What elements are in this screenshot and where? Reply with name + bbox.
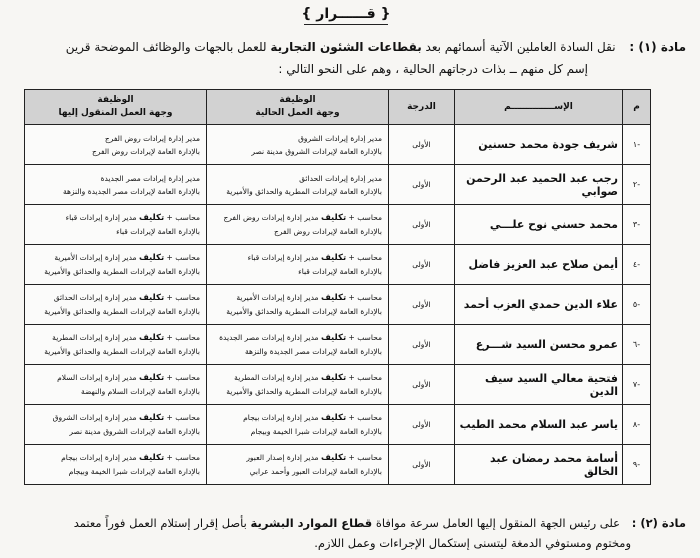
- job-department: بالإدارة العامة لإيرادات مصر الجديدة والنزهة: [62, 186, 200, 196]
- transfer-job-cell: [25, 445, 207, 485]
- table-header-row: [25, 90, 651, 125]
- current-job-title-line: [207, 211, 382, 225]
- transfer-job-cell: [25, 325, 207, 365]
- job-title: مدير إدارة إيرادات مصر الجديدة: [219, 333, 319, 342]
- employee-name: رجب عبد الحميد عبد الرحمن صوابي: [455, 165, 623, 205]
- assignment-word: تكليف: [320, 373, 347, 383]
- assignment-word: تكليف: [138, 413, 165, 423]
- job-title: مدير إدارة إيرادات السلام: [57, 373, 137, 382]
- row-number: -٨: [623, 405, 651, 445]
- employee-grade: الأولى: [389, 445, 455, 485]
- employee-grade: الأولى: [389, 205, 455, 245]
- job-prefix: محاسب +: [164, 253, 200, 262]
- row-number: -٣: [623, 205, 651, 245]
- job-prefix: محاسب +: [346, 373, 382, 382]
- job-department: بالإدارة العامة لإيرادات مصر الجديدة والنزهة: [244, 347, 382, 356]
- assignment-word: تكليف: [320, 253, 347, 263]
- table-row: [25, 125, 651, 165]
- current-job-title-line: [207, 251, 382, 265]
- employee-name: محمد حسني نوح علـــي: [455, 205, 623, 245]
- job-prefix: محاسب +: [164, 213, 200, 222]
- job-title: مدير إدارة إيرادات بيجام: [243, 413, 319, 422]
- employee-grade: الأولى: [389, 245, 455, 285]
- article-2-text-b: بأصل إقرار إستلام العمل فوراً معتمد: [73, 516, 247, 530]
- employee-name: شريف جودة محمد حسنين: [455, 125, 623, 165]
- job-title: مدير إدارة إيرادات الحدائق: [53, 293, 137, 302]
- assignment-word: تكليف: [138, 253, 165, 263]
- article-2: [16, 513, 686, 553]
- row-number: -٩: [623, 445, 651, 485]
- job-title: مدير إدارة إيرادات الأميرية: [236, 293, 319, 302]
- table-row: [25, 405, 651, 445]
- employee-grade: الأولى: [389, 405, 455, 445]
- job-prefix: محاسب +: [346, 253, 382, 262]
- assignment-word: تكليف: [320, 333, 347, 343]
- table-row: [25, 445, 651, 485]
- employee-name: ياسر عبد السلام محمد الطيب: [455, 405, 623, 445]
- job-prefix: محاسب +: [164, 333, 200, 342]
- transfer-job-title-line: [25, 172, 200, 185]
- table-row: [25, 245, 651, 285]
- transfer-job-title-line: [25, 411, 200, 425]
- job-title: مدير إدارة إيرادات المطرية: [234, 373, 319, 382]
- transfer-job-cell: [25, 365, 207, 405]
- current-job-title-line: [207, 411, 382, 425]
- employees-table: [24, 89, 651, 485]
- job-title: مدير إدارة إيرادات بيجام: [61, 453, 137, 462]
- current-job-title-line: [207, 451, 382, 465]
- employee-grade: الأولى: [389, 365, 455, 405]
- job-department: بالإدارة العامة لإيرادات قباء: [298, 267, 382, 276]
- employee-name: علاء الدين حمدي العزب أحمد: [455, 285, 623, 325]
- job-department: بالإدارة العامة لإيرادات المطرية والحدائق والأميرية: [226, 307, 382, 316]
- row-number: -٢: [623, 165, 651, 205]
- current-job-title-line: [207, 331, 382, 345]
- job-department: بالإدارة العامة لإيرادات السلام والنهضة: [81, 387, 200, 396]
- job-department: بالإدارة العامة لإيرادات المطرية والحدائق والأميرية: [44, 347, 200, 356]
- current-job-cell: [207, 125, 389, 165]
- decree-title: { قــــــرار }: [296, 6, 396, 26]
- job-title: مدير إدارة إيرادات روض الفرج: [223, 213, 319, 222]
- transfer-job-title-line: [25, 211, 200, 225]
- current-job-cell: [207, 165, 389, 205]
- transfer-job-cell: [25, 165, 207, 205]
- transfer-job-title-line: [25, 291, 200, 305]
- job-prefix: محاسب +: [346, 293, 382, 302]
- assignment-word: تكليف: [138, 213, 165, 223]
- current-job-cell: [207, 325, 389, 365]
- table-row: [25, 325, 651, 365]
- transfer-job-title-line: [25, 371, 200, 385]
- assignment-word: تكليف: [138, 293, 165, 303]
- job-prefix: محاسب +: [346, 453, 382, 462]
- row-number: -٤: [623, 245, 651, 285]
- current-job-cell: [207, 205, 389, 245]
- transfer-job-cell: [25, 205, 207, 245]
- employee-grade: الأولى: [389, 125, 455, 165]
- job-title: مدير إدارة إيرادات المطرية: [52, 333, 137, 342]
- header-current-job: الوظيفة وجهة العمل الحالية: [207, 90, 389, 125]
- article-2-label: مادة (٢) :: [631, 516, 686, 530]
- assignment-word: تكليف: [320, 213, 347, 223]
- job-title: مدير إدارة إيرادات قباء: [247, 253, 319, 262]
- job-prefix: محاسب +: [346, 413, 382, 422]
- article-2-line2: ومختوم ومستوفي الدمغة ليتسنى إستكمال الإجراءات وعمل اللازم.: [314, 536, 631, 550]
- current-job-cell: [207, 405, 389, 445]
- job-department: بالإدارة العامة لإيرادات العبور وأحمد عرابي: [249, 467, 382, 476]
- job-title: مدير إدارة إيرادات روض الفرج: [104, 133, 200, 143]
- job-title: مدير إدارة إيرادات الشروق: [52, 413, 137, 422]
- current-job-cell: [207, 445, 389, 485]
- header-name: الإســــــــــــــم: [455, 90, 623, 125]
- table-row: [25, 205, 651, 245]
- table-row: [25, 165, 651, 205]
- transfer-job-cell: [25, 125, 207, 165]
- assignment-word: تكليف: [320, 293, 347, 303]
- row-number: -٧: [623, 365, 651, 405]
- employee-name: أسامة محمد رمضان عبد الخالق: [455, 445, 623, 485]
- employee-grade: الأولى: [389, 325, 455, 365]
- transfer-job-title-line: [25, 451, 200, 465]
- job-department: بالإدارة العامة لإيرادات المطرية والحدائق والأميرية: [44, 307, 200, 316]
- job-department: بالإدارة العامة لإيرادات الشروق مدينة نصر: [251, 146, 382, 156]
- job-department: بالإدارة العامة لإيرادات الشروق مدينة نصر: [69, 427, 200, 436]
- employee-name: فتحية معالي السيد سيف الدين: [455, 365, 623, 405]
- header-transfer-job: الوظيفة وجهة العمل المنقول إليها: [25, 90, 207, 125]
- transfer-job-cell: [25, 285, 207, 325]
- article-2-text-a: على رئيس الجهة المنقول إليها العامل سرعة موافاة: [375, 516, 621, 530]
- employee-grade: الأولى: [389, 285, 455, 325]
- current-job-title-line: [207, 172, 382, 185]
- transfer-job-cell: [25, 245, 207, 285]
- table-row: [25, 285, 651, 325]
- employee-name: عمرو محسن السيد شـــرع: [455, 325, 623, 365]
- employee-grade: الأولى: [389, 165, 455, 205]
- job-title: مدير إدارة إصدار العبور: [246, 453, 319, 462]
- article-2-sector: قطاع الموارد البشرية: [250, 516, 373, 530]
- job-department: بالإدارة العامة لإيرادات روض الفرج: [274, 227, 382, 236]
- article-1-line2: إسم كل منهم ــ بذات درجاتهم الحالية ، وهم على النحو التالي :: [278, 62, 588, 76]
- job-department: بالإدارة العامة لإيرادات قباء: [116, 227, 200, 236]
- assignment-word: تكليف: [138, 333, 165, 343]
- article-1: [16, 36, 686, 80]
- job-department: بالإدارة العامة لإيرادات المطرية والحدائق والأميرية: [226, 387, 382, 396]
- table-row: [25, 365, 651, 405]
- job-title: مدير إدارة إيرادات مصر الجديدة: [100, 173, 200, 183]
- job-department: بالإدارة العامة لإيرادات المطرية والحدائق والأميرية: [226, 186, 382, 196]
- employee-name: أيمن صلاح عبد العزيز فاضل: [455, 245, 623, 285]
- job-title: مدير إدارة إيرادات الشروق: [298, 133, 382, 143]
- transfer-job-title-line: [25, 251, 200, 265]
- job-department: بالإدارة العامة لإيرادات شبرا الخيمة وبيجام: [68, 467, 200, 476]
- assignment-word: تكليف: [138, 373, 165, 383]
- job-department: بالإدارة العامة لإيرادات شبرا الخيمة وبيجام: [250, 427, 382, 436]
- assignment-word: تكليف: [320, 453, 347, 463]
- current-job-cell: [207, 365, 389, 405]
- job-prefix: محاسب +: [164, 453, 200, 462]
- transfer-job-cell: [25, 405, 207, 445]
- current-job-cell: [207, 285, 389, 325]
- transfer-job-title-line: [25, 132, 200, 145]
- article-1-label: مادة (١) :: [629, 40, 686, 54]
- row-number: -٥: [623, 285, 651, 325]
- job-title: مدير إدارة إيرادات الحدائق: [299, 173, 382, 183]
- current-job-title-line: [207, 291, 382, 305]
- article-1-text-a: نقل السادة العاملين الآتية أسمائهم بعد: [425, 40, 616, 54]
- job-department: بالإدارة العامة لإيرادات روض الفرج: [92, 146, 200, 156]
- current-job-title-line: [207, 371, 382, 385]
- current-job-cell: [207, 245, 389, 285]
- row-number: -٦: [623, 325, 651, 365]
- row-number: -١: [623, 125, 651, 165]
- job-title: مدير إدارة إيرادات الأميرية: [54, 253, 137, 262]
- job-department: بالإدارة العامة لإيرادات المطرية والحدائق والأميرية: [44, 267, 200, 276]
- current-job-title-line: [207, 132, 382, 145]
- job-prefix: محاسب +: [164, 293, 200, 302]
- job-prefix: محاسب +: [164, 413, 200, 422]
- job-prefix: محاسب +: [346, 213, 382, 222]
- transfer-job-title-line: [25, 331, 200, 345]
- job-prefix: محاسب +: [346, 333, 382, 342]
- article-1-sector: بقطاعات الشئون التجارية: [270, 40, 422, 54]
- assignment-word: تكليف: [320, 413, 347, 423]
- job-title: مدير إدارة إيرادات قباء: [65, 213, 137, 222]
- assignment-word: تكليف: [138, 453, 165, 463]
- job-prefix: محاسب +: [164, 373, 200, 382]
- header-num: م: [623, 90, 651, 125]
- article-1-text-b: للعمل بالجهات والوظائف الموضحة قرين: [65, 40, 267, 54]
- header-grade: الدرجة: [389, 90, 455, 125]
